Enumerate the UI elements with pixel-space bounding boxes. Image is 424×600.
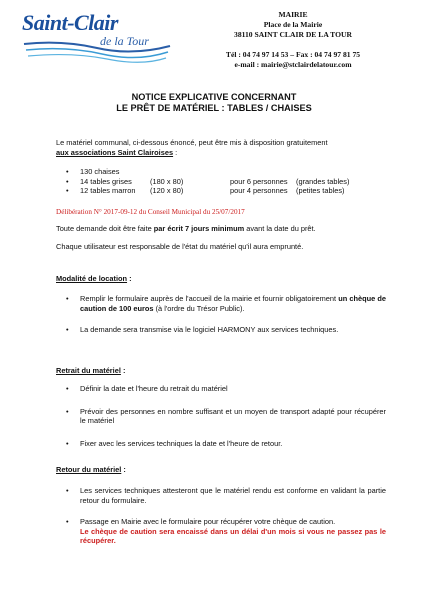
email-label: e-mail : mairie@stclairdelatour.com bbox=[234, 60, 352, 69]
material-capacity: pour 4 personnes bbox=[230, 186, 288, 195]
location-item-after: (à l'ordre du Trésor Public). bbox=[153, 303, 245, 313]
location-item-bold: un chèque de caution de 100 euros bbox=[80, 294, 387, 313]
address-block bbox=[198, 10, 388, 70]
material-name: 14 tables grises bbox=[80, 176, 132, 186]
material-note: (grandes tables) bbox=[296, 176, 350, 186]
material-size: (180 x 80) bbox=[150, 176, 184, 186]
list-item bbox=[66, 517, 386, 546]
intro-associations: aux associations Saint Clairoises bbox=[56, 147, 174, 157]
logo bbox=[22, 10, 172, 68]
bullet-icon: • bbox=[66, 517, 69, 526]
city-label: 38110 SAINT CLAIR DE LA TOUR bbox=[234, 30, 352, 39]
bullet-icon: • bbox=[66, 438, 69, 448]
phone-label: Tél : 04 74 97 14 53 – Fax : 04 74 97 81 75 bbox=[225, 50, 361, 59]
request-text-bold: par écrit 7 jours minimum bbox=[153, 224, 245, 233]
bullet-icon: • bbox=[66, 186, 69, 195]
retour-list bbox=[66, 486, 386, 546]
title-line-1: NOTICE EXPLICATIVE CONCERNANT bbox=[131, 92, 297, 102]
retour-heading-text: Retour du matériel bbox=[56, 465, 122, 474]
request-paragraph bbox=[56, 224, 388, 234]
retour-heading-colon: : bbox=[121, 465, 126, 474]
logo-swoosh-icon bbox=[22, 38, 172, 68]
bullet-icon: • bbox=[66, 294, 69, 303]
section-retrait-heading bbox=[56, 366, 125, 376]
material-note: (petites tables) bbox=[296, 186, 345, 195]
location-item-text: La demande sera transmise via le logiciel HARMONY aux services techniques. bbox=[80, 325, 339, 334]
title-line-2: LE PRÊT DE MATÉRIEL : TABLES / CHAISES bbox=[116, 103, 312, 113]
intro-paragraph bbox=[56, 138, 388, 157]
bullet-icon: • bbox=[66, 167, 69, 176]
retrait-heading-colon: : bbox=[120, 366, 126, 375]
intro-colon: : bbox=[173, 147, 178, 157]
retrait-item-text: Prévoir des personnes en nombre suffisant et un moyen de transport adapté pour récupérer le matériel bbox=[80, 406, 386, 425]
material-size: (120 x 80) bbox=[150, 186, 184, 195]
list-item bbox=[66, 486, 386, 505]
location-heading-text: Modalité de location bbox=[56, 274, 128, 283]
list-item bbox=[66, 384, 386, 394]
caution-warning: Le chèque de caution sera encaissé dans un délai d'un mois si vous ne passez pas le récupérer. bbox=[80, 526, 386, 545]
retour-item-text: Les services techniques attesteront que le matériel rendu est conforme en validant la partie retour du formulaire. bbox=[80, 486, 386, 505]
bullet-icon: • bbox=[66, 325, 69, 334]
mairie-label: MAIRIE bbox=[278, 10, 308, 19]
logo-subtitle: de la Tour bbox=[100, 34, 149, 48]
deliberation-note: Délibération N° 2017-09-12 du Conseil Municipal du 25/07/2017 bbox=[56, 208, 245, 216]
list-item bbox=[66, 294, 386, 313]
location-heading-colon: : bbox=[127, 274, 132, 283]
list-item bbox=[66, 325, 386, 335]
list-item bbox=[66, 439, 386, 449]
material-capacity: pour 6 personnes bbox=[230, 176, 288, 186]
logo-title: Saint-Clair bbox=[22, 10, 118, 35]
retrait-list bbox=[66, 384, 386, 448]
responsibility-paragraph: Chaque utilisateur est responsable de l'état du matériel qu'il aura emprunté. bbox=[56, 242, 304, 251]
bullet-icon: • bbox=[66, 406, 69, 416]
location-list bbox=[66, 294, 386, 335]
material-name: 12 tables marron bbox=[80, 186, 136, 195]
place-label: Place de la Mairie bbox=[263, 20, 323, 29]
list-item bbox=[66, 407, 386, 426]
request-text-before: Toute demande doit être faite bbox=[56, 224, 154, 233]
material-name: 130 chaises bbox=[80, 167, 120, 176]
bullet-icon: • bbox=[66, 384, 69, 393]
request-text-after: avant la date du prêt. bbox=[244, 224, 316, 233]
page-title bbox=[40, 92, 388, 114]
section-location-heading bbox=[56, 274, 132, 284]
bullet-icon: • bbox=[66, 176, 69, 186]
section-retour-heading bbox=[56, 465, 126, 475]
intro-text: Le matériel communal, ci-dessous énoncé, peut être mis à disposition gratuitement bbox=[56, 138, 328, 147]
bullet-icon: • bbox=[66, 486, 69, 495]
retrait-item-text: Fixer avec les services techniques la date et l'heure de retour. bbox=[80, 438, 283, 448]
retour-item-text: Passage en Mairie avec le formulaire pour récupérer votre chèque de caution. bbox=[80, 517, 336, 526]
location-item-text: Remplir le formulaire auprès de l'accueil de la mairie et fournir obligatoirement bbox=[80, 294, 339, 303]
retrait-heading-text: Retrait du matériel bbox=[56, 366, 121, 375]
retrait-item-text: Définir la date et l'heure du retrait du matériel bbox=[80, 384, 228, 393]
